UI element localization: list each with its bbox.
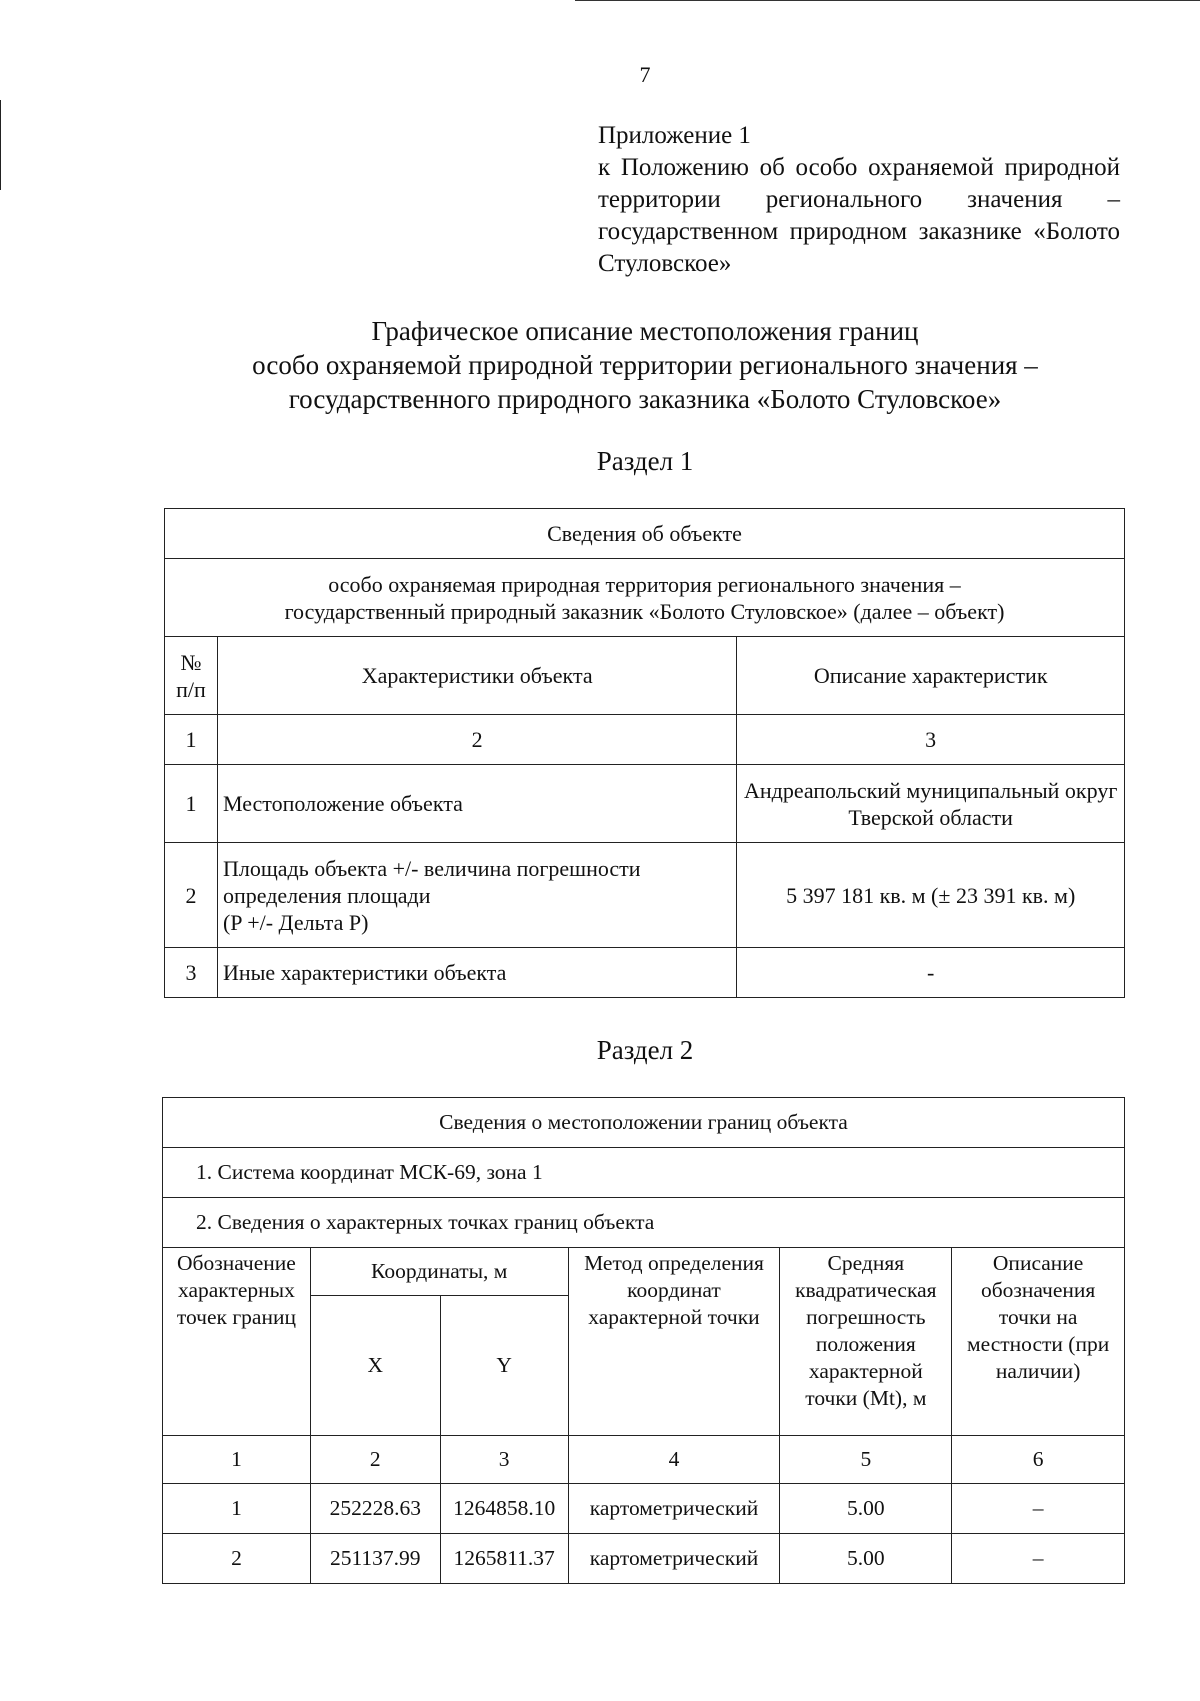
point-y: 1265811.37 (440, 1534, 568, 1584)
table-row (165, 765, 1125, 843)
appendix-title: Приложение 1 (598, 122, 751, 149)
column-number: 2 (217, 715, 736, 765)
column-number: 6 (952, 1436, 1125, 1484)
point-terrain: – (952, 1484, 1125, 1534)
point-error: 5.00 (780, 1484, 952, 1534)
table-row (165, 843, 1125, 948)
coordinate-system: 1. Система координат МСК-69, зона 1 (163, 1148, 1125, 1198)
col-header-terrain: Описание обозначения точки на местности (при наличии) (952, 1248, 1125, 1436)
row-number: 1 (165, 765, 218, 843)
col-header-x: X (310, 1296, 440, 1436)
point-method: картометрический (568, 1484, 780, 1534)
col-header-y: Y (440, 1296, 568, 1436)
col-header-characteristic: Характеристики объекта (217, 637, 736, 715)
characteristic-line-3: (P +/- Дельта P) (222, 909, 369, 935)
col-header-coords: Координаты, м (310, 1248, 568, 1296)
characteristic-cell: Местоположение объекта (217, 765, 736, 843)
object-info-table (164, 508, 1125, 998)
object-name-cell (165, 559, 1125, 637)
column-number: 4 (568, 1436, 780, 1484)
object-name-line-2: государственный природный заказник «Болото Стуловское» (далее – объект) (284, 598, 1005, 624)
column-number: 5 (780, 1436, 952, 1484)
document-heading (160, 314, 1130, 416)
point-x: 251137.99 (310, 1534, 440, 1584)
column-number: 3 (440, 1436, 568, 1484)
description-cell: - (737, 948, 1125, 998)
point-designation: 1 (163, 1484, 311, 1534)
appendix-block (598, 120, 1120, 280)
description-cell: 5 397 181 кв. м (± 23 391 кв. м) (737, 843, 1125, 948)
top-rule (575, 0, 1200, 1)
object-info-caption: Сведения об объекте (165, 509, 1125, 559)
row-number: 3 (165, 948, 218, 998)
heading-line-2: особо охраняемой природной территории регионального значения – (252, 350, 1038, 380)
table-row (163, 1534, 1125, 1584)
point-designation: 2 (163, 1534, 311, 1584)
characteristic-line-1: Площадь объекта +/- величина погрешности (222, 855, 641, 881)
points-caption: 2. Сведения о характерных точках границ объекта (163, 1198, 1125, 1248)
heading-line-1: Графическое описание местоположения границ (371, 316, 919, 346)
characteristic-cell (217, 843, 736, 948)
description-cell: Андреапольский муниципальный округ Тверской области (737, 765, 1125, 843)
table-row (165, 948, 1125, 998)
column-number: 3 (737, 715, 1125, 765)
column-number: 1 (165, 715, 218, 765)
table-row (163, 1484, 1125, 1534)
point-y: 1264858.10 (440, 1484, 568, 1534)
column-number: 1 (163, 1436, 311, 1484)
characteristic-line-2: определения площади (222, 882, 431, 908)
section-1-title: Раздел 1 (596, 446, 694, 476)
col-header-error: Средняя квадратическая погрешность положения характерной точки (Mt), м (780, 1248, 952, 1436)
object-name-line-1: особо охраняемая природная территория регионального значения – (328, 571, 961, 597)
point-x: 252228.63 (310, 1484, 440, 1534)
col-header-designation: Обозначение характерных точек границ (163, 1248, 311, 1436)
appendix-body: к Положению об особо охраняемой природной территории регионального значения – государственном природном заказнике «Болото Стуловское» (598, 154, 1120, 277)
heading-line-3: государственного природного заказника «Болото Стуловское» (288, 384, 1002, 414)
row-number: 2 (165, 843, 218, 948)
point-terrain: – (952, 1534, 1125, 1584)
col-header-description: Описание характеристик (737, 637, 1125, 715)
boundary-caption: Сведения о местоположении границ объекта (163, 1098, 1125, 1148)
section-2-title: Раздел 2 (596, 1035, 694, 1065)
point-method: картометрический (568, 1534, 780, 1584)
column-number: 2 (310, 1436, 440, 1484)
point-error: 5.00 (780, 1534, 952, 1584)
characteristic-cell: Иные характеристики объекта (217, 948, 736, 998)
col-header-method: Метод определения координат характерной точки (568, 1248, 780, 1436)
boundary-points-table (162, 1097, 1125, 1584)
page-number: 7 (639, 62, 651, 87)
col-header-num: № п/п (165, 637, 218, 715)
margin-mark (0, 100, 1, 190)
